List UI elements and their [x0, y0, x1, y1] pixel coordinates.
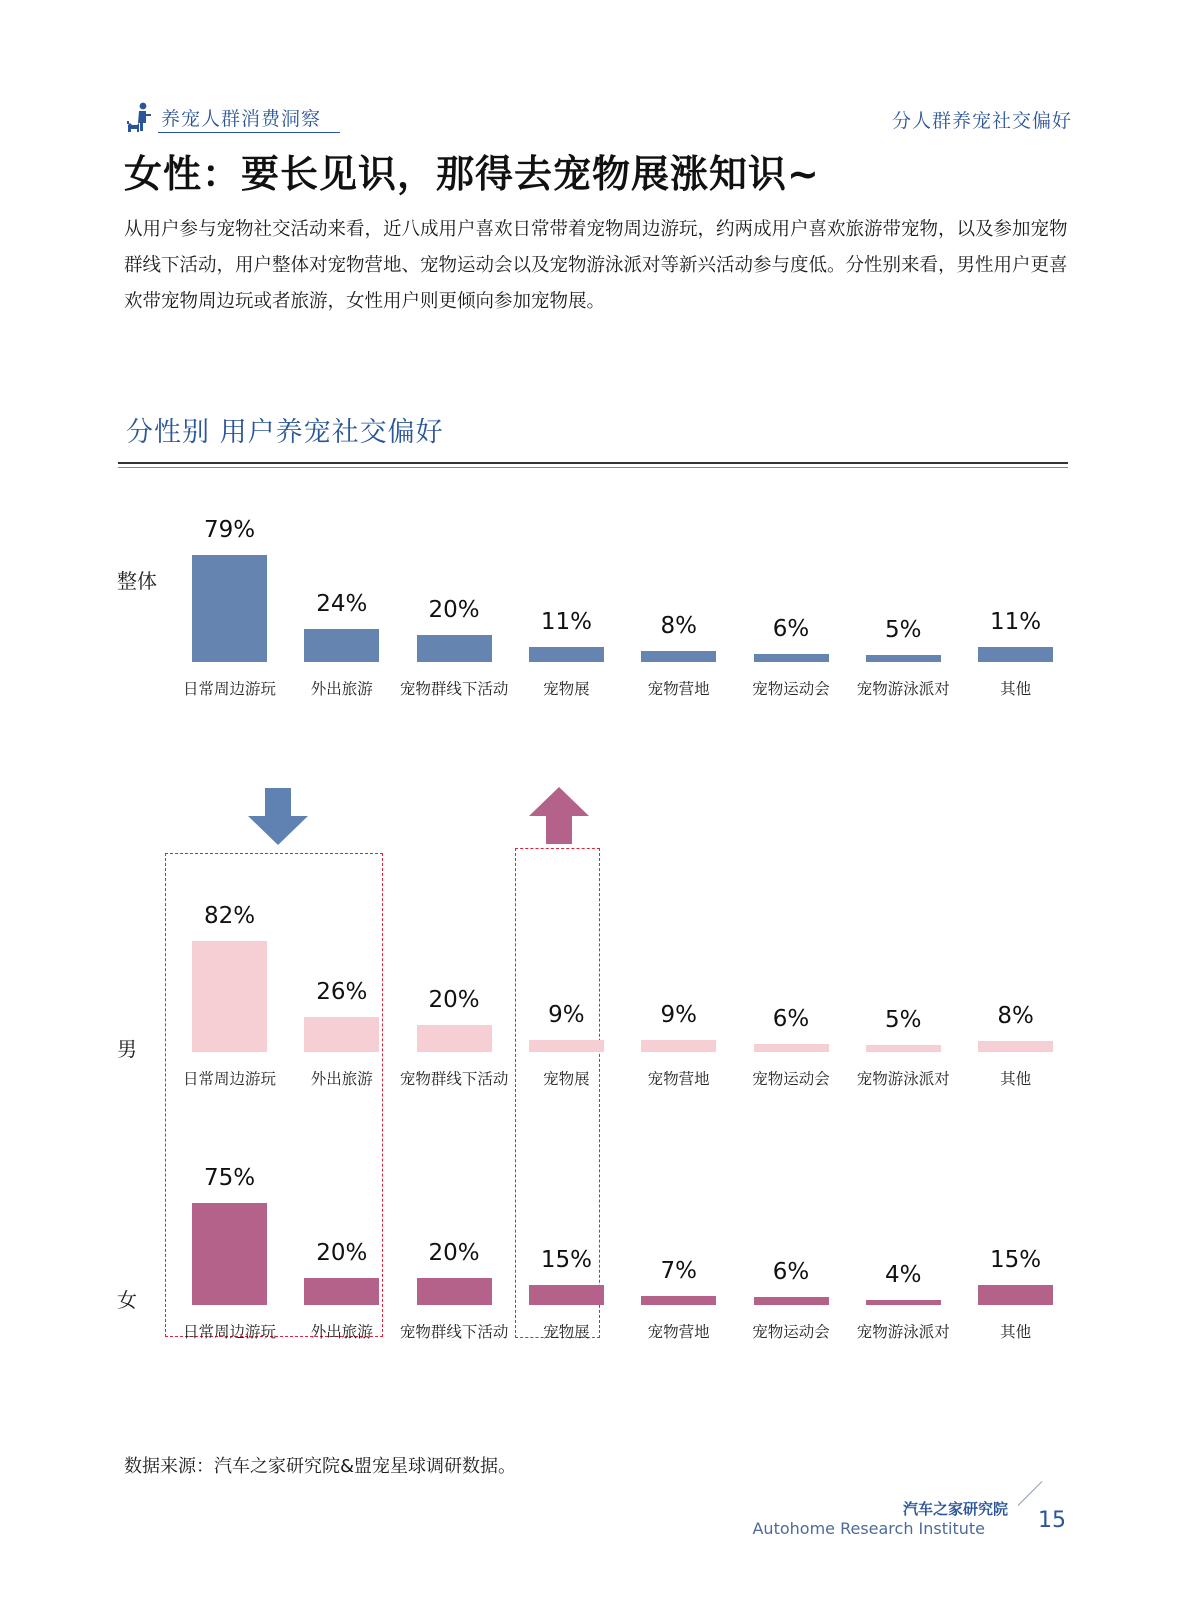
- header-left: [127, 100, 321, 134]
- page-title: 女性：要长见识，那得去宠物展涨知识~: [124, 152, 820, 196]
- value-label-male-4: 9%: [660, 1001, 697, 1028]
- group-label-male: 男: [117, 1037, 137, 1061]
- arrow-up-icon: [527, 787, 591, 845]
- footer-org-cn: 汽车之家研究院: [902, 1500, 1008, 1518]
- category-label-female-3: 宠物展: [543, 1323, 590, 1341]
- bar-overall-5: [754, 654, 829, 662]
- category-label-female-6: 宠物游泳派对: [856, 1323, 950, 1341]
- header-underline: [158, 132, 340, 133]
- category-label-female-0: 日常周边游玩: [182, 1323, 276, 1341]
- bar-female-7: [978, 1285, 1053, 1305]
- section-divider-thin: [118, 467, 1068, 468]
- section-title: 分性别 用户养宠社交偏好: [126, 417, 444, 448]
- category-label-female-2: 宠物群线下活动: [399, 1323, 509, 1341]
- bar-male-5: [754, 1044, 829, 1052]
- value-label-overall-3: 11%: [540, 609, 592, 636]
- bar-male-6: [866, 1045, 941, 1052]
- value-label-overall-0: 79%: [203, 516, 256, 543]
- value-label-male-3: 9%: [548, 1001, 585, 1028]
- category-label-overall-2: 宠物群线下活动: [399, 680, 509, 698]
- category-label-male-7: 其他: [1000, 1070, 1032, 1088]
- intro-paragraph: 从用户参与宠物社交活动来看，近八成用户喜欢日常带着宠物周边游玩，约两成用户喜欢旅游带宠物，以及参加宠物群线下活动，用户整体对宠物营地、宠物运动会以及宠物游泳派对等新兴活动参与度低。分性别来看，男性用户更喜欢带宠物周边玩或者旅游，女性用户则更倾向参加宠物展。: [124, 219, 1068, 312]
- bar-overall-4: [641, 651, 716, 662]
- bar-female-5: [754, 1297, 829, 1305]
- category-label-overall-7: 其他: [1000, 680, 1032, 698]
- value-label-male-7: 8%: [997, 1003, 1034, 1030]
- category-label-male-5: 宠物运动会: [752, 1070, 830, 1088]
- bar-overall-2: [417, 635, 492, 662]
- category-label-female-1: 外出旅游: [310, 1323, 373, 1341]
- bar-male-4: [641, 1040, 716, 1052]
- value-label-female-1: 20%: [316, 1239, 368, 1266]
- category-label-male-6: 宠物游泳派对: [856, 1070, 950, 1088]
- group-label-overall: 整体: [117, 569, 157, 593]
- bar-overall-1: [304, 629, 379, 662]
- value-label-overall-4: 8%: [660, 613, 697, 640]
- category-label-overall-3: 宠物展: [543, 680, 590, 698]
- category-label-male-2: 宠物群线下活动: [399, 1070, 509, 1088]
- value-label-female-6: 4%: [885, 1261, 922, 1288]
- value-label-female-2: 20%: [428, 1239, 480, 1266]
- category-label-overall-4: 宠物营地: [647, 680, 710, 698]
- bar-female-2: [417, 1278, 492, 1305]
- value-label-overall-6: 5%: [885, 617, 922, 644]
- section-divider: [118, 462, 1068, 464]
- category-label-female-7: 其他: [1000, 1323, 1032, 1341]
- category-label-overall-6: 宠物游泳派对: [856, 680, 950, 698]
- value-label-overall-5: 6%: [772, 615, 810, 642]
- category-label-male-3: 宠物展: [543, 1070, 590, 1088]
- arrow-down-icon: [246, 788, 310, 846]
- data-source-note: 数据来源：汽车之家研究院&盟宠星球调研数据。: [124, 1456, 517, 1477]
- value-label-male-2: 20%: [428, 986, 480, 1013]
- category-label-overall-0: 日常周边游玩: [182, 680, 276, 698]
- value-label-overall-7: 11%: [990, 609, 1042, 636]
- footer-org-en: Autohome Research Institute: [752, 1519, 985, 1538]
- category-label-male-4: 宠物营地: [647, 1070, 710, 1088]
- bar-overall-0: [192, 555, 267, 662]
- category-label-overall-5: 宠物运动会: [752, 680, 830, 698]
- page-number: 15: [1038, 1508, 1066, 1533]
- value-label-female-5: 6%: [772, 1258, 810, 1285]
- value-label-overall-1: 24%: [316, 591, 368, 618]
- value-label-male-6: 5%: [885, 1007, 922, 1034]
- value-label-male-1: 26%: [316, 978, 368, 1005]
- value-label-male-5: 6%: [772, 1005, 810, 1032]
- value-label-male-0: 82%: [203, 902, 256, 929]
- highlight-box-travel: [165, 853, 383, 1337]
- bar-female-4: [641, 1296, 716, 1305]
- value-label-overall-2: 20%: [428, 596, 480, 623]
- bar-overall-7: [978, 647, 1053, 662]
- footer-divider: [1018, 1481, 1043, 1506]
- bar-male-2: [417, 1025, 492, 1052]
- value-label-female-3: 15%: [540, 1246, 592, 1273]
- bar-overall-6: [866, 655, 941, 662]
- value-label-female-0: 75%: [203, 1165, 256, 1192]
- group-label-female: 女: [117, 1288, 137, 1312]
- category-label-male-0: 日常周边游玩: [182, 1070, 276, 1088]
- bar-male-7: [978, 1041, 1053, 1052]
- category-label-male-1: 外出旅游: [310, 1070, 373, 1088]
- category-label-overall-1: 外出旅游: [310, 680, 373, 698]
- bar-overall-3: [529, 647, 604, 662]
- header-right-label: 分人群养宠社交偏好: [891, 110, 1072, 132]
- value-label-female-4: 7%: [660, 1257, 697, 1284]
- value-label-female-7: 15%: [990, 1246, 1042, 1273]
- category-label-female-5: 宠物运动会: [752, 1323, 830, 1341]
- pet-owner-icon: [127, 102, 153, 132]
- category-label-female-4: 宠物营地: [647, 1323, 710, 1341]
- bar-female-6: [866, 1300, 941, 1305]
- highlight-box-expo: [515, 848, 600, 1338]
- header-left-label: 养宠人群消费洞察: [161, 107, 322, 130]
